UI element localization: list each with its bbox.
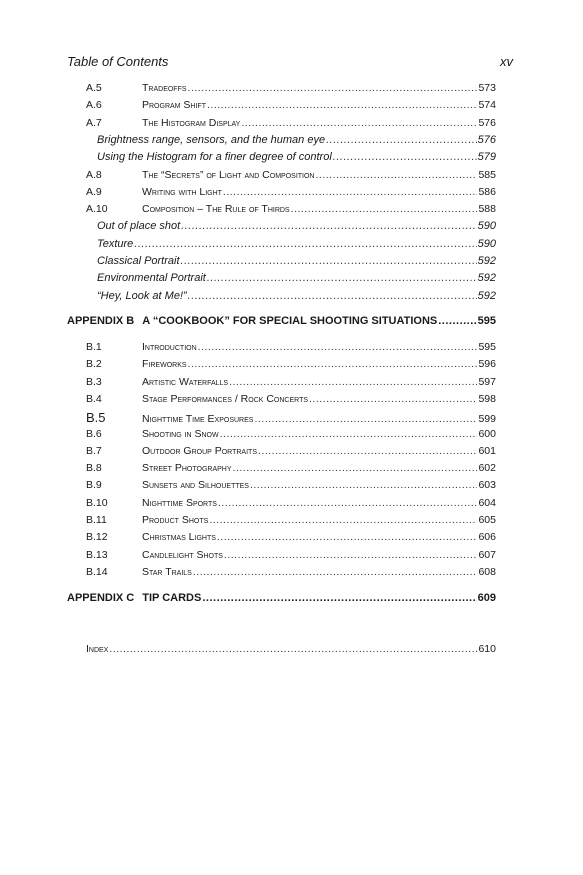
leader-dots xyxy=(202,592,476,604)
entry-page: 586 xyxy=(478,185,496,198)
header-page-number: xv xyxy=(500,54,513,69)
leader-dots xyxy=(223,186,478,198)
entry-number: B.2 xyxy=(86,358,102,371)
leader-dots xyxy=(309,393,477,405)
entry-title: Program Shift xyxy=(142,99,206,112)
leader-dots xyxy=(134,238,476,250)
entry-title: The Histogram Display xyxy=(142,116,241,129)
leader-dots xyxy=(207,272,477,284)
entry-number: B.3 xyxy=(86,375,102,388)
leader-dots xyxy=(209,514,477,526)
entry-title: Outdoor Group Portraits xyxy=(142,444,257,457)
entry-title: Composition – The Rule of Thirds xyxy=(142,203,290,216)
leader-dots xyxy=(291,203,478,215)
entry-title: Product Shots xyxy=(142,514,209,526)
entry-page: 607 xyxy=(478,548,496,561)
entry-page: 599 xyxy=(478,413,496,426)
entry-page: 590 xyxy=(477,220,496,233)
index-page: 610 xyxy=(478,643,496,655)
entry-title: Classical Portrait xyxy=(97,255,180,267)
toc-entry[interactable] xyxy=(86,410,496,427)
leader-dots xyxy=(198,341,478,353)
entry-page: 606 xyxy=(478,531,496,544)
entry-title: Sunsets and Silhouettes xyxy=(142,479,249,492)
entry-page: 592 xyxy=(477,272,496,285)
leader-dots xyxy=(326,134,477,146)
toc-entry[interactable] xyxy=(86,479,496,496)
entry-number: B.7 xyxy=(86,444,102,457)
entry-page: 579 xyxy=(477,151,496,164)
entry-page: 598 xyxy=(478,392,496,405)
entry-number: B.1 xyxy=(86,341,102,353)
toc-entry[interactable] xyxy=(86,117,496,134)
toc-entry[interactable] xyxy=(86,497,496,514)
leader-dots xyxy=(207,99,477,111)
leader-dots xyxy=(109,643,477,655)
entry-page: 604 xyxy=(478,496,496,509)
entry-number: B.11 xyxy=(86,514,107,526)
leader-dots xyxy=(258,445,477,457)
entry-title: Nighttime Time Exposures xyxy=(142,413,254,426)
entry-title: Texture xyxy=(97,237,134,250)
entry-title: Street Photography xyxy=(142,462,232,475)
entry-page: 574 xyxy=(478,99,496,112)
toc-entry[interactable] xyxy=(86,514,496,531)
entry-page: 592 xyxy=(477,289,496,302)
entry-title: Brightness range, sensors, and the human eye xyxy=(97,133,326,146)
entry-page: 576 xyxy=(477,133,496,146)
entry-title: Introduction xyxy=(142,341,197,353)
toc-subentry[interactable] xyxy=(97,255,496,272)
appendix-b-title: A “COOKBOOK” FOR SPECIAL SHOOTING SITUATIONS xyxy=(142,315,438,327)
toc-entry[interactable] xyxy=(86,549,496,566)
entry-title: “Hey, Look at Me!” xyxy=(97,289,187,302)
entry-title: Shooting in Snow xyxy=(142,427,219,440)
leader-dots xyxy=(181,255,477,267)
entry-page: 602 xyxy=(478,462,496,475)
header-title: Table of Contents xyxy=(67,54,169,69)
appendix-c-number: APPENDIX C xyxy=(67,592,135,604)
entry-page: 605 xyxy=(478,514,496,526)
toc-entry[interactable] xyxy=(86,393,496,410)
toc-entry[interactable] xyxy=(86,203,496,220)
leader-dots xyxy=(188,290,477,302)
toc-entry[interactable] xyxy=(86,99,496,116)
entry-number: A.9 xyxy=(86,185,102,198)
entry-number: A.10 xyxy=(86,203,108,216)
entry-number: A.6 xyxy=(86,99,102,112)
entry-number: B.9 xyxy=(86,479,102,492)
leader-dots xyxy=(254,413,477,425)
entry-number: B.4 xyxy=(86,392,102,405)
entry-title: Out of place shot xyxy=(97,220,181,233)
index-title: Index xyxy=(86,643,109,655)
entry-title: Star Trails xyxy=(142,565,192,578)
index-entry[interactable] xyxy=(86,643,496,660)
leader-dots xyxy=(193,566,478,578)
entry-page: 600 xyxy=(478,427,496,440)
entry-page: 608 xyxy=(478,565,496,578)
entry-number: B.5 xyxy=(86,410,106,426)
appendix-b-heading[interactable] xyxy=(67,315,496,333)
toc-entry[interactable] xyxy=(86,186,496,203)
leader-dots xyxy=(438,315,476,327)
appendix-b-number: APPENDIX B xyxy=(67,315,135,327)
entry-title: The “Secrets” of Light and Composition xyxy=(142,168,315,181)
entry-page: 592 xyxy=(477,255,496,267)
entry-page: 576 xyxy=(478,116,496,129)
toc-subentry[interactable] xyxy=(97,134,496,151)
entry-number: A.5 xyxy=(86,82,102,94)
toc-entry[interactable] xyxy=(86,169,496,186)
toc-entry[interactable] xyxy=(86,428,496,445)
leader-dots xyxy=(333,151,477,163)
toc-entry[interactable] xyxy=(86,376,496,393)
toc-entry[interactable] xyxy=(86,341,496,358)
entry-title: Environmental Portrait xyxy=(97,272,206,285)
leader-dots xyxy=(241,117,477,129)
toc-entry[interactable] xyxy=(86,445,496,462)
leader-dots xyxy=(250,479,478,491)
toc-entry[interactable] xyxy=(86,82,496,99)
appendix-c-title: TIP CARDS xyxy=(142,592,202,604)
toc-subentry[interactable] xyxy=(97,220,496,237)
entry-number: B.12 xyxy=(86,531,108,544)
appendix-c-heading[interactable] xyxy=(67,592,496,610)
leader-dots xyxy=(229,376,477,388)
appendix-c-page: 609 xyxy=(477,592,496,604)
leader-dots xyxy=(224,549,478,561)
leader-dots xyxy=(315,169,477,181)
leader-dots xyxy=(233,462,478,474)
entry-title: Christmas Lights xyxy=(142,531,216,544)
entry-title: Artistic Waterfalls xyxy=(142,375,229,388)
entry-page: 588 xyxy=(478,203,496,216)
entry-title: Stage Performances / Rock Concerts xyxy=(142,392,309,405)
entry-page: 597 xyxy=(478,375,496,388)
entry-number: B.13 xyxy=(86,548,108,561)
entry-number: B.6 xyxy=(86,427,102,440)
entry-title: Tradeoffs xyxy=(142,82,187,94)
page-header xyxy=(67,54,513,74)
toc-entry[interactable] xyxy=(86,566,496,583)
toc-subentry[interactable] xyxy=(97,290,496,307)
toc-subentry[interactable] xyxy=(97,238,496,255)
entry-page: 590 xyxy=(477,237,496,250)
entry-page: 596 xyxy=(478,358,496,371)
entry-page: 595 xyxy=(478,341,496,353)
leader-dots xyxy=(218,497,478,509)
toc-entry[interactable] xyxy=(86,531,496,548)
entry-page: 601 xyxy=(478,444,496,457)
toc-subentry[interactable] xyxy=(97,151,496,168)
entry-title: Writing with Light xyxy=(142,185,222,198)
appendix-b-page: 595 xyxy=(477,315,496,327)
entry-title: Using the Histogram for a finer degree of control xyxy=(97,151,332,164)
entry-number: B.8 xyxy=(86,462,102,475)
entry-number: B.10 xyxy=(86,496,108,509)
entry-number: B.14 xyxy=(86,565,108,578)
entry-title: Fireworks xyxy=(142,358,187,371)
entry-number: A.8 xyxy=(86,168,102,181)
entry-title: Nighttime Sports xyxy=(142,496,217,509)
leader-dots xyxy=(220,428,478,440)
toc-subentry[interactable] xyxy=(97,272,496,289)
entry-page: 573 xyxy=(478,82,496,94)
entry-title: Candlelight Shots xyxy=(142,548,223,561)
leader-dots xyxy=(188,358,478,370)
toc-entry[interactable] xyxy=(86,358,496,375)
entry-page: 585 xyxy=(478,168,496,181)
entry-number: A.7 xyxy=(86,116,102,129)
leader-dots xyxy=(181,220,476,232)
leader-dots xyxy=(188,82,478,94)
toc-entry[interactable] xyxy=(86,462,496,479)
entry-page: 603 xyxy=(478,479,496,492)
leader-dots xyxy=(217,531,478,543)
